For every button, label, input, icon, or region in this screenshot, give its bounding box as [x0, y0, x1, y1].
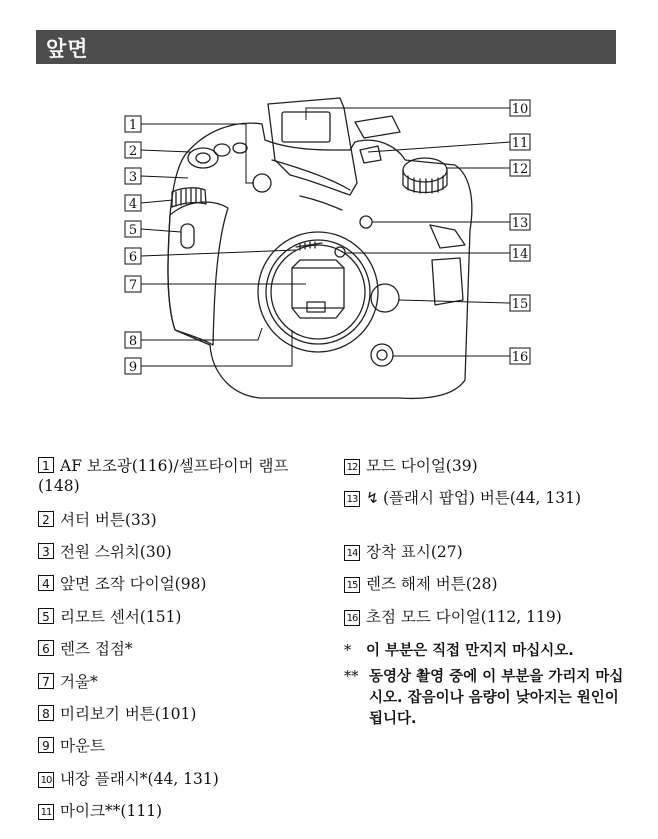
list-item: 13 ↯ (플래시 팝업) 버튼(44, 131): [344, 488, 634, 508]
note-1: * 이 부분은 직접 만지지 마십시오.: [344, 643, 574, 659]
focus-mode-dial-shape: [371, 344, 393, 366]
callout-5: 5: [128, 223, 138, 238]
callout-9: 9: [128, 360, 138, 375]
callout-16: 16: [511, 350, 529, 365]
list-item: 7 거울*: [38, 672, 328, 692]
list-item: 12 모드 다이얼(39): [344, 456, 634, 476]
list-item: 3 전원 스위치(30): [38, 542, 328, 562]
list-item: 1 AF 보조광(116)/셀프타이머 램프(148): [38, 457, 289, 495]
flash-bolt-icon: ↯: [366, 489, 379, 507]
callout-10: 10: [511, 102, 529, 117]
section-title: 앞면: [46, 37, 89, 61]
lens-mount-ring: [258, 232, 378, 352]
callout-15: 15: [511, 297, 529, 312]
callout-1: 1: [128, 118, 138, 133]
list-item: 2 셔터 버튼(33): [38, 510, 328, 530]
callout-12: 12: [511, 162, 529, 177]
lens-release-shape: [371, 284, 399, 312]
list-item: 11 마이크**(111): [38, 801, 328, 821]
callout-14: 14: [511, 247, 529, 262]
callout-4: 4: [128, 197, 138, 212]
remote-sensor-shape: [181, 224, 194, 248]
camera-grip: [168, 202, 228, 345]
note-2: ** 동영상 촬영 중에 이 부분을 가리지 마십시오. 잡음이나 음량이 낮아지는 원인이 됩니다.: [344, 669, 624, 727]
af-illuminator-shape: [253, 174, 271, 192]
callout-2: 2: [128, 144, 138, 159]
list-item: 14 장착 표시(27): [344, 542, 634, 562]
list-item: 6 렌즈 접점*: [38, 639, 328, 659]
callout-7: 7: [128, 278, 138, 293]
callout-3: 3: [128, 170, 138, 185]
hot-shoe-shape: [355, 116, 400, 138]
list-item: 8 미리보기 버튼(101): [38, 704, 328, 724]
list-item: 10 내장 플래시*(44, 131): [38, 769, 328, 789]
list-item: 9 마운트: [38, 736, 328, 756]
list-item: 16 초점 모드 다이얼(112, 119): [344, 607, 634, 627]
callout-11: 11: [511, 136, 529, 151]
list-item: 5 리모트 센서(151): [38, 607, 328, 627]
list-item: 4 앞면 조작 다이얼(98): [38, 574, 328, 594]
callout-8: 8: [128, 334, 138, 349]
callout-6: 6: [128, 250, 138, 265]
list-item: 15 렌즈 해제 버튼(28): [344, 574, 634, 594]
callout-13: 13: [511, 216, 529, 231]
flash-popup-button-shape: [360, 216, 372, 228]
